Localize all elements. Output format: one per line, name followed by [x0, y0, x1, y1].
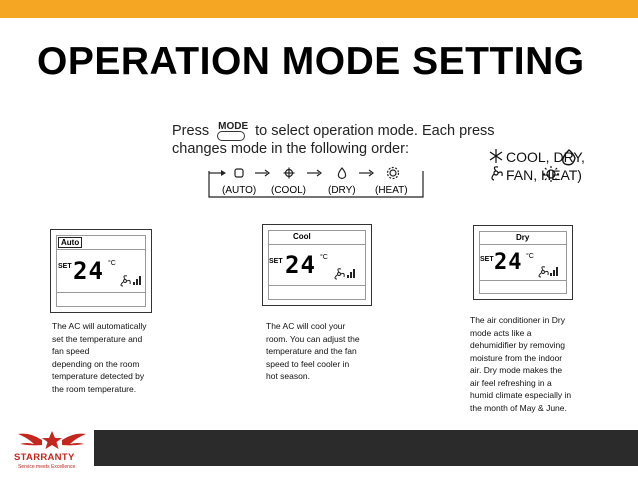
arrow-icon [255, 170, 269, 176]
remote-display-cool [262, 224, 372, 306]
description-line: temperature and the fan [266, 346, 357, 356]
description-line: the room temperature. [52, 383, 137, 394]
description-line: The AC will automatically [52, 321, 147, 331]
fan-speed-bars [133, 276, 141, 285]
temperature-display: 24 [494, 250, 523, 275]
set-label: SET [269, 258, 283, 265]
remote-display-auto [50, 229, 152, 313]
flow-label-cool: (COOL) [271, 185, 306, 196]
description-line: humid climate especially in [470, 390, 572, 400]
fan-speed-bars [347, 269, 355, 278]
description-line: fan speed [52, 346, 90, 356]
page-title: OPERATION MODE SETTING [37, 40, 585, 83]
brand-logo [12, 428, 92, 474]
brand-name: STARRANTY [14, 452, 75, 463]
dry-icon [338, 168, 345, 179]
set-label: SET [480, 256, 494, 263]
snowflake-icon [490, 149, 502, 163]
mode-label-cool: Cool [293, 232, 311, 241]
description-line: speed to feel cooler in [266, 358, 350, 369]
description-line: hot season. [266, 371, 310, 381]
cool-icon [284, 168, 295, 179]
description-line: moisture from the indoor [470, 352, 563, 363]
description-line: air. Dry mode makes the [470, 365, 563, 375]
fan-speed-bars [550, 267, 558, 276]
instruction-line2: changes mode in the following order: [172, 141, 409, 158]
top-accent-bar [0, 0, 638, 18]
star-wings-icon [12, 428, 92, 454]
instruction-text [172, 122, 495, 158]
temperature-unit: °C [108, 260, 116, 267]
instruction-press: Press [172, 123, 210, 139]
arrow-icon [307, 170, 321, 176]
remote-display-dry [473, 225, 573, 300]
mode-button-label: MODE [218, 121, 249, 133]
sun-icon [543, 166, 559, 182]
fan-icon [333, 268, 345, 280]
mode-button-icon [216, 122, 248, 140]
description-auto [52, 320, 160, 395]
flow-label-dry: (DRY) [328, 185, 356, 196]
set-label: SET [58, 263, 72, 270]
auto-icon [235, 169, 243, 177]
description-line: depending on the room [52, 358, 140, 369]
temperature-unit: °C [320, 254, 328, 261]
description-line: dehumidifier by removing [470, 340, 565, 350]
description-dry [470, 314, 590, 414]
brand-tagline: Service meets Excellence [18, 464, 76, 470]
drop-icon [563, 150, 575, 165]
flow-label-heat: (HEAT) [375, 185, 408, 196]
description-line: The AC will cool your [266, 321, 346, 331]
fan-icon [492, 167, 502, 180]
temperature-display: 24 [285, 251, 316, 279]
mode-label-dry: Dry [516, 233, 530, 242]
description-line: air feel refreshing in a [470, 377, 552, 388]
description-line: room. You can adjust the [266, 333, 360, 344]
mode-flow-diagram [203, 167, 425, 201]
fan-icon [119, 275, 131, 287]
description-line: set the temperature and [52, 333, 143, 344]
temperature-unit: °C [526, 253, 534, 260]
instruction-rest: to select operation mode. Each press [255, 123, 495, 139]
description-line: the month of May & June. [470, 402, 567, 413]
temperature-display: 24 [73, 257, 104, 285]
description-cool [266, 320, 376, 383]
fan-icon [537, 266, 549, 278]
flow-label-auto: (AUTO) [222, 185, 257, 196]
description-line: The air conditioner in Dry [470, 315, 565, 325]
legend-line1: COOL, DRY, [506, 149, 585, 165]
footer-bar [94, 430, 638, 466]
description-line: temperature detected by [52, 371, 145, 381]
heat-icon [388, 168, 399, 179]
legend-line2: FAN, HEAT) [506, 167, 582, 183]
description-line: mode acts like a [470, 327, 532, 338]
mode-label-auto: Auto [58, 237, 82, 248]
arrow-icon [359, 170, 373, 176]
mode-legend [489, 148, 585, 184]
